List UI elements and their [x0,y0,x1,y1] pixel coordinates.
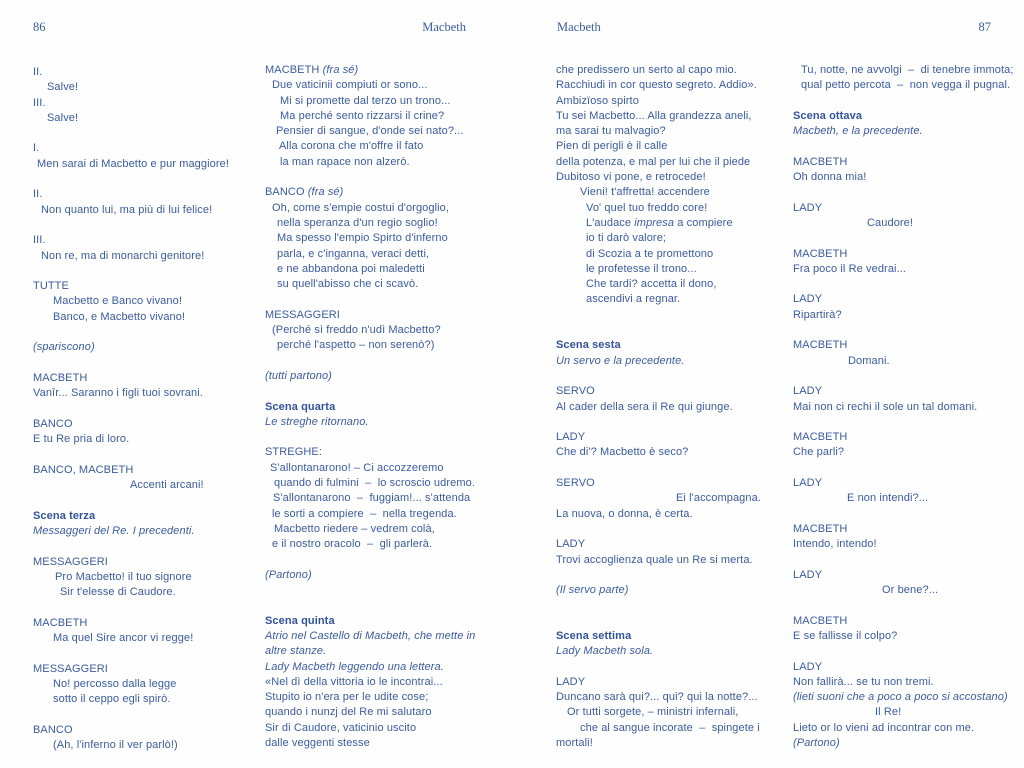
verse-line: Il Re! [875,706,902,719]
verse-line: E se fallisse il colpo? [793,629,898,642]
stage-direction: Atrio nel Castello di Macbeth, che mette in [265,629,476,642]
blank-line [265,384,480,399]
blank-line [793,553,993,568]
verse-line: Oh donna mia! [793,171,867,184]
verse-line: Ma perché sento rizzarsi il crine? [280,109,445,122]
verse-line: Macbetto riedere – vedrem colà, [274,522,435,535]
verse-line: e ne abbandona poi maledetti [277,262,425,275]
verse-line: dalle veggenti stesse [265,737,370,750]
verse-line: Ei l'accompagna. [675,492,761,505]
speaker-label: LADY [556,538,586,551]
stage-direction: Messaggeri del Re. I precedenti. [33,524,195,537]
speaker-label: BANCO, MACBETH [33,463,134,476]
verse-line: Duncano sarà qui?... qui? qui la notte?... [556,691,758,704]
verse-line: Vieni! t'affretta! accendere [580,186,710,199]
verse-line: (Perché sì freddo n'udì Macbetto? [272,324,441,337]
blank-line [33,325,238,340]
verse-line: Accenti arcani! [130,479,204,492]
verse-line: Caudore! [867,216,914,229]
verse-line: Pensier di sangue, d'onde sei nato?... [276,125,464,138]
scene-heading: Scena quinta [265,614,335,627]
stage-direction: Macbeth, e la precedente. [793,125,923,138]
verse-line: Sir di Caudore, vaticinio uscito [265,721,417,734]
speaker-label: LADY [793,293,823,306]
blank-line [33,600,238,615]
scene-heading: Scena terza [33,509,96,522]
verse-line: Racchiudi in cor questo segreto. Addio». [556,79,757,92]
running-header-right: Macbeth [557,20,601,34]
stage-direction: (Il servo parte) [556,584,629,597]
verse-line: La nuova, o donna, è certa. [556,507,693,520]
blank-line [33,646,238,661]
speaker-label: II. [33,66,43,78]
verse-line: Pro Macbetto! il tuo signore [55,570,192,583]
verse-line: le sorti a compiere – nella tregenda. [272,507,457,520]
verse-line: Lieto or lo vieni ad incontrar con me. [793,721,975,734]
blank-line [33,218,238,233]
verse-line: nella speranza d'un regio soglio! [277,216,438,229]
blank-line [793,139,993,154]
blank-line [556,415,761,430]
verse-line: Fra poco il Re vedrai... [793,262,907,275]
verse-line: Banco, e Macbetto vivano! [53,310,186,323]
speaker-label: LADY [556,431,586,444]
verse-line: Che di'? Macbetto è seco? [556,446,689,459]
scene-heading: Scena quarta [265,400,336,413]
verse-line: Stupito io n'era per le udite cose; [265,691,429,704]
verse-line: mortali! [556,737,593,750]
speaker-label: SERVO [556,477,595,490]
verse-line: Or tutti sorgete, – ministri infernali, [567,706,739,719]
libretto-column-3 [556,63,761,751]
verse-line: Ripartirà? [793,308,842,321]
verse-line: Che tardi? accetta il dono, [586,278,717,291]
verse-line: Oh, come s'empie costui d'orgoglio, [272,201,450,214]
verse-line: (Ah, l'inferno il ver parlò!) [53,739,178,752]
speaker-label: MESSAGGERI [33,662,108,675]
verse-line: Or bene?... [882,584,939,597]
blank-line [793,461,993,476]
blank-line [793,598,993,613]
speaker-label: LADY [556,675,586,688]
stage-direction: Lady Macbeth sola. [556,645,654,658]
blank-line [556,614,761,629]
stage-direction: (lieti suoni che a poco a poco si accostano) [793,691,1008,704]
verse-line: io ti darò valore; [586,232,667,245]
blank-line [556,522,761,537]
verse-line: le profetesse il trono... [586,262,697,275]
verse-line: S'allontanarono! – Ci accozzeremo [270,461,444,474]
blank-line [793,369,993,384]
speaker-label: LADY [793,477,823,490]
blank-line [33,402,238,417]
verse-line: Ambizïoso spirto [556,94,639,107]
blank-line [556,598,761,613]
blank-line [793,277,993,292]
verse-line: E non intendi?... [847,492,929,505]
blank-line [265,598,480,613]
speaker-label: II. [33,188,43,201]
scene-heading: Scena settima [556,629,632,642]
speaker-label: MACBETH [793,614,848,627]
verse-line: Vanîr... Saranno i figli tuoi sovrani. [33,387,203,400]
verse-line: Domani. [848,354,890,367]
speaker-label: LADY [793,201,823,214]
page-number-left: 86 [33,20,46,34]
verse-line: E tu Re pria di loro. [33,433,130,446]
verse-line: BANCO (fra sé) [265,186,344,199]
verse-line: ascendivi a regnar. [586,293,681,306]
verse-line: Mai non ci rechi il sole un tal domani. [793,400,978,413]
blank-line [33,264,238,279]
blank-line [265,553,480,568]
speaker-label: MACBETH [793,155,848,168]
blank-line [33,707,238,722]
verse-line: S'allontanarono – fuggiam!... s'attenda [273,492,471,505]
verse-line: che predissero un serto al capo mio. [556,64,737,76]
verse-line: Salve! [47,111,79,124]
verse-line: Al cader della sera il Re qui giunge. [556,400,733,413]
blank-line [33,447,238,462]
speaker-label: LADY [793,385,823,398]
blank-line [556,461,761,476]
blank-line [265,430,480,445]
blank-line [33,493,238,508]
speaker-label: TUTTE [33,280,69,293]
verse-line: Tu, notte, ne avvolgi – di tenebre immota; [801,64,1014,76]
verse-line: Tu sei Macbetto... Alla grandezza aneli, [556,109,752,122]
speaker-label: I. [33,142,40,155]
speaker-label: STREGHE: [265,446,323,459]
speaker-label: MESSAGGERI [33,555,108,568]
verse-line: che al sangue incorate – spingete i [580,721,760,734]
verse-line: Trovi accoglienza quale un Re si merta. [556,553,753,566]
speaker-label: III. [33,96,46,109]
blank-line [556,568,761,583]
blank-line [793,323,993,338]
verse-line: Ma spesso l'empio Spirto d'inferno [277,232,448,245]
verse-line: Mi si promette dal terzo un trono... [280,94,451,107]
stage-direction: (tutti partono) [265,369,332,382]
verse-line: «Nel dì della vittoria io le incontrai... [265,675,443,688]
verse-line: ma sarai tu malvagio? [556,125,666,138]
scene-heading: Scena sesta [556,339,621,352]
verse-line: Macbetto e Banco vivano! [53,295,182,308]
blank-line [33,539,238,554]
blank-line [793,507,993,522]
blank-line [265,583,480,598]
verse-line: Ma quel Sire ancor vi regge! [53,631,194,644]
verse-line: Intendo, intendo! [793,538,877,551]
blank-line [33,356,238,371]
verse-line: la man rapace non alzerò. [280,155,410,168]
blank-line [556,323,761,338]
stage-direction: (Partono) [265,568,312,581]
verse-line: No! percosso dalla legge [53,677,177,690]
stage-direction: (Partono) [793,737,840,750]
speaker-label: MACBETH [793,247,848,260]
blank-line [556,308,761,323]
stage-direction: altre stanze. [265,645,327,658]
libretto-column-2 [265,63,480,751]
speaker-label: LADY [793,568,823,581]
verse-line: Men sarai di Macbetto e pur maggiore! [37,157,230,170]
speaker-label: MESSAGGERI [265,308,340,321]
speaker-label: BANCO [33,723,73,736]
speaker-label: BANCO [33,417,73,430]
verse-line: MACBETH (fra sé) [265,64,359,76]
blank-line [265,170,480,185]
verse-line: Dubitoso vi pone, e retrocede! [556,171,706,184]
blank-line [265,354,480,369]
blank-line [793,644,993,659]
verse-line: sotto il ceppo egli spirò. [53,693,171,706]
speaker-label: SERVO [556,385,595,398]
speaker-label: LADY [793,660,823,673]
libretto-column-1 [33,65,238,753]
verse-line: di Scozia a te promettono [586,247,714,260]
verse-line: perché l'aspetto – non serenò?) [277,339,435,352]
blank-line [793,94,993,109]
stage-direction: Un servo e la precedente. [556,354,685,367]
speaker-label: MACBETH [793,522,848,535]
scene-heading: Scena ottava [793,109,863,122]
speaker-label: MACBETH [33,371,88,384]
blank-line [556,369,761,384]
running-header-left: Macbeth [422,20,466,34]
blank-line [793,231,993,246]
speaker-label: MACBETH [33,616,88,629]
verse-line: L'audace impresa a compiere [586,216,733,229]
verse-line: quando i nunzj del Re mi salutaro [265,706,432,719]
blank-line [556,660,761,675]
verse-line: Alla corona che m'offre il fato [279,140,424,153]
verse-line: quando di fulmini – lo scroscio udremo. [274,477,475,490]
blank-line [33,172,238,187]
blank-line [265,292,480,307]
speaker-label: MACBETH [793,431,848,444]
verse-line: della potenza, e mal per lui che il piede [556,155,751,168]
verse-line: Salve! [47,81,79,94]
verse-line: Che parli? [793,446,845,459]
verse-line: Vo' quel tuo freddo core! [586,201,708,214]
verse-line: Non fallirà... se tu non tremi. [793,675,934,688]
verse-line: Due vaticinii compiuti or sono... [272,79,428,92]
speaker-label: MACBETH [793,339,848,352]
blank-line [793,415,993,430]
blank-line [33,126,238,141]
stage-direction: (spariscono) [33,341,95,354]
verse-line: Sir t'elesse di Caudore. [60,586,176,599]
page-number-right: 87 [978,20,991,34]
stage-direction: Le streghe ritornano. [265,415,369,428]
blank-line [793,185,993,200]
verse-line: su quell'abisso che ci scavò. [277,278,419,291]
verse-line: Non re, ma di monarchi genitore! [41,249,205,262]
speaker-label: III. [33,234,46,247]
verse-line: qual petto percota – non vegga il pugnal. [801,79,1011,92]
verse-line: Pien di perigli è il calle [556,140,668,153]
libretto-column-4 [793,63,1014,751]
verse-line: Non quanto lui, ma più di lui felice! [41,203,213,216]
stage-direction: Lady Macbeth leggendo una lettera. [265,660,444,673]
verse-line: parla, e c'inganna, veraci detti, [277,247,430,260]
verse-line: e il nostro oracolo – gli parlerà. [272,538,433,551]
